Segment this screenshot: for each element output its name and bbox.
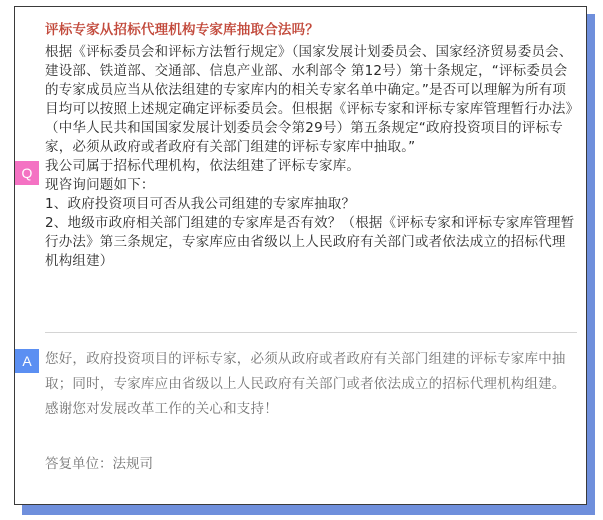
question-badge: Q [15,161,39,185]
divider [45,332,577,333]
answer-text: 您好，政府投资项目的评标专家，必须从政府或者政府有关部门组建的评标专家库中抽取；同时，专家库应由省级以上人民政府有关部门或者依法成立的招标代理机构组建。感谢您对发展改革工作的关心和支持！ [45,351,566,417]
question-paragraph: 2、地级市政府相关部门组建的专家库是否有效？（根据《评标专家和评标专家库管理暂行办法》第三条规定，专家库应由省级以上人民政府有关部门或者依法成立的招标代理机构组建） [45,215,575,269]
answer-badge: A [15,349,39,373]
question-paragraph: 1、政府投资项目可否从我公司组建的专家库抽取？ [45,196,356,212]
reply-unit: 答复单位：法规司 [45,456,153,472]
question-block [45,21,577,271]
qa-card [14,6,587,505]
question-paragraph: 我公司属于招标代理机构，依法组建了评标专家库。 [45,158,361,174]
question-paragraph: 根据《评标委员会和评标方法暂行规定》（国家发展计划委员会、国家经济贸易委员会、建设部、铁道部、交通部、信息产业部、水利部令 第12号）第十条规定，“评标委员会的专家成员应当从依法组建的专家库内的相关专家名单中确定。”是否可以理解为所有项目均可以按照上述规定确定评标委员会。但根据《评标专家和评标专家库管理暂行办法》（中华人民共和国国家发展计划委员会令第29号）第五条规定“政府投资项目的评标专家，必须从政府或者政府有关部门组建的评标专家库中抽取。” [45,44,573,155]
question-title: 评标专家从招标代理机构专家库抽取合法吗？ [45,22,319,38]
question-paragraph: 现咨询问题如下： [45,177,155,193]
